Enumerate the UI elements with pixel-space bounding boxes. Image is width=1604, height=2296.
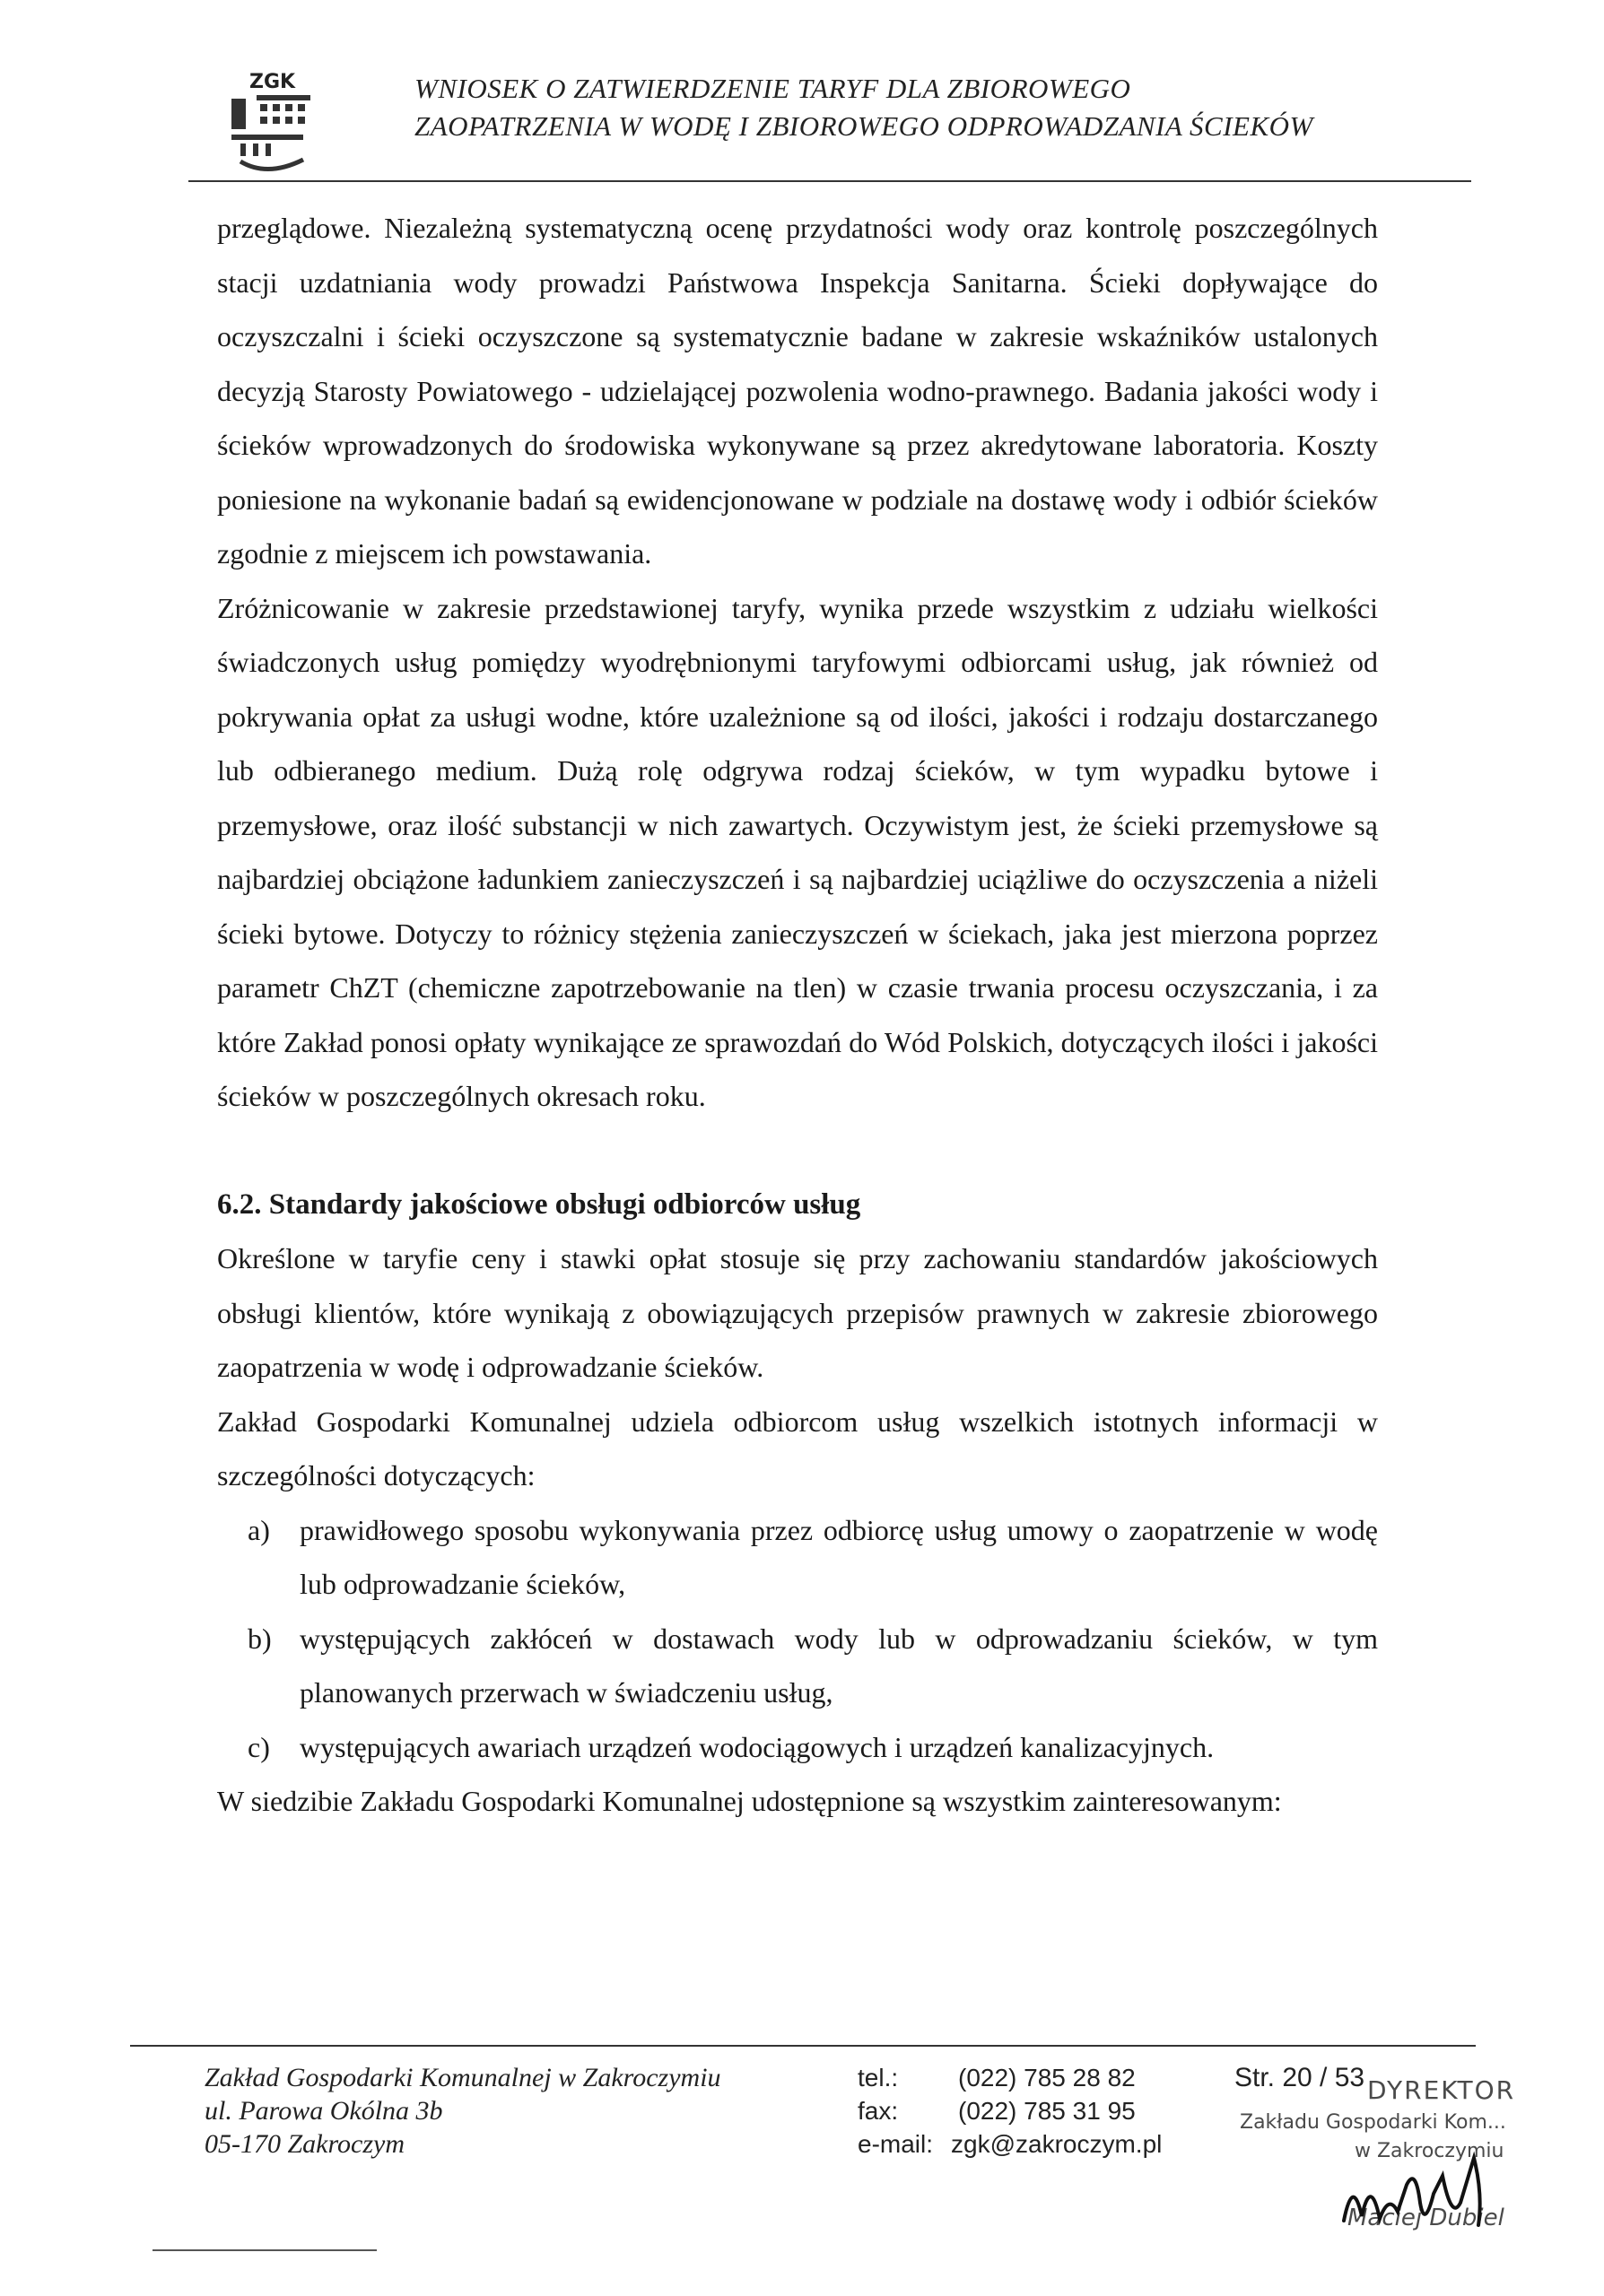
document-body	[217, 201, 1378, 1829]
stamp-line: Zakładu Gospodarki Kom...	[1240, 2111, 1506, 2134]
contact-tel	[858, 2061, 1216, 2094]
header-title-line: WNIOSEK O ZATWIERDZENIE TARYF DLA ZBIOROWEGO	[414, 73, 1131, 104]
list-marker: b)	[248, 1622, 272, 1655]
list-marker: c)	[248, 1730, 270, 1763]
tel-label: tel.:	[858, 2064, 899, 2092]
fax-label: fax:	[858, 2097, 899, 2125]
list-item	[217, 1503, 1378, 1612]
list-item	[217, 1612, 1378, 1720]
footer-address	[205, 2061, 850, 2161]
address-line: Zakład Gospodarki Komunalnej w Zakroczymiu	[205, 2063, 721, 2092]
email-value: zgk@zakroczym.pl	[951, 2130, 1163, 2158]
address-line: ul. Parowa Okólna 3b	[205, 2096, 443, 2126]
signature-icon	[1326, 2140, 1505, 2248]
list-marker: a)	[248, 1513, 270, 1546]
paragraph: Zakład Gospodarki Komunalnej udziela odbiorcom usług wszelkich istotnych informacji w szczególności dotyczących:	[217, 1405, 1378, 1492]
zgk-logo-icon	[205, 63, 321, 179]
section-spacer	[217, 1124, 1378, 1178]
svg-text:ZGK: ZGK	[249, 71, 296, 93]
address-line: 05-170 Zakroczym	[205, 2129, 405, 2159]
document-header-title	[414, 70, 1401, 145]
tel-value: (022) 785 28 82	[958, 2064, 1136, 2092]
contact-email	[858, 2127, 1216, 2161]
paragraph: przeglądowe. Niezależną systematyczną ocenę przydatności wody oraz kontrolę poszczególnych stacji uzdatniania wody prowadzi Państwowa Inspekcja Sanitarna. Ścieki dopływające do oczyszczalni i ścieki oczyszczone są systematycznie badane w zakresie wskaźników ustalonych decyzją Starosty Powiatowego - udzielającej pozwolenia wodno-prawnego. Badania jakości wody i ścieków wprowadzonych do środowiska wykonywane są przez akredytowane laboratoria. Koszty poniesione na wykonanie badań są ewidencjonowane w podziale na dostawę wody i odbiór ścieków zgodnie z miejscem ich powstawania.	[217, 212, 1378, 570]
header-divider	[188, 180, 1471, 182]
list-text: występujących awariach urządzeń wodociągowych i urządzeń kanalizacyjnych.	[300, 1730, 1215, 1763]
stamp-name: Maciej Dubiel	[1347, 2205, 1504, 2231]
list-item	[217, 1720, 1378, 1775]
section-heading: 6.2. Standardy jakościowe obsługi odbiorców usług	[217, 1187, 861, 1221]
contact-fax	[858, 2094, 1216, 2127]
header-title-line: ZAOPATRZENIA W WODĘ I ZBIOROWEGO ODPROWADZANIA ŚCIEKÓW	[414, 110, 1313, 142]
director-stamp	[1236, 2070, 1516, 2249]
email-label: e-mail:	[858, 2130, 934, 2158]
footer-divider	[130, 2045, 1476, 2047]
footer-contacts	[858, 2061, 1216, 2161]
stamp-title: DYREKTOR	[1367, 2075, 1516, 2105]
fax-value: (022) 785 31 95	[958, 2097, 1136, 2125]
list-text: prawidłowego sposobu wykonywania przez odbiorcę usług umowy o zaopatrzenie w wodę lub odprowadzanie ścieków,	[300, 1513, 1378, 1600]
list-text: występujących zakłóceń w dostawach wody lub w odprowadzaniu ścieków, w tym planowanych przerwach w świadczeniu usług,	[300, 1622, 1378, 1709]
stamp-line: w Zakroczymiu	[1355, 2140, 1504, 2162]
paragraph: Zróżnicowanie w zakresie przedstawionej taryfy, wynika przede wszystkim z udziału wielkości świadczonych usług pomiędzy wyodrębnionymi taryfowymi odbiorcami usług, jak również od pokrywania opłat za usługi wodne, które uzależnione są od ilości, jakości i rodzaju dostarczanego lub odbieranego medium. Dużą rolę odgrywa rodzaj ścieków, w tym wypadku bytowe i przemysłowe, oraz ilość substancji w nich zawartych. Oczywistym jest, że ścieki przemysłowe są najbardziej obciążone ładunkiem zanieczyszczeń i są najbardziej uciążliwe do oczyszczenia a niżeli ścieki bytowe. Dotyczy to różnicy stężenia zanieczyszczeń w ściekach, jaka jest mierzona poprzez parametr ChZT (chemiczne zapotrzebowanie na tlen) w czasie trwania procesu oczyszczania, i za które Zakład ponosi opłaty wynikające ze sprawozdań do Wód Polskich, dotyczących ilości i jakości ścieków w poszczególnych okresach roku.	[217, 591, 1378, 1112]
paragraph: Określone w taryfie ceny i stawki opłat stosuje się przy zachowaniu standardów jakościowych obsługi klientów, które wynikają z obowiązujących przepisów prawnych w zakresie zbiorowego zaopatrzenia w wodę i odprowadzanie ścieków.	[217, 1242, 1378, 1383]
page-number: Str. 20 / 53	[1234, 2063, 1365, 2092]
bottom-rule	[153, 2249, 377, 2251]
paragraph: W siedzibie Zakładu Gospodarki Komunalnej udostępnione są wszystkim zainteresowanym:	[217, 1785, 1282, 1817]
